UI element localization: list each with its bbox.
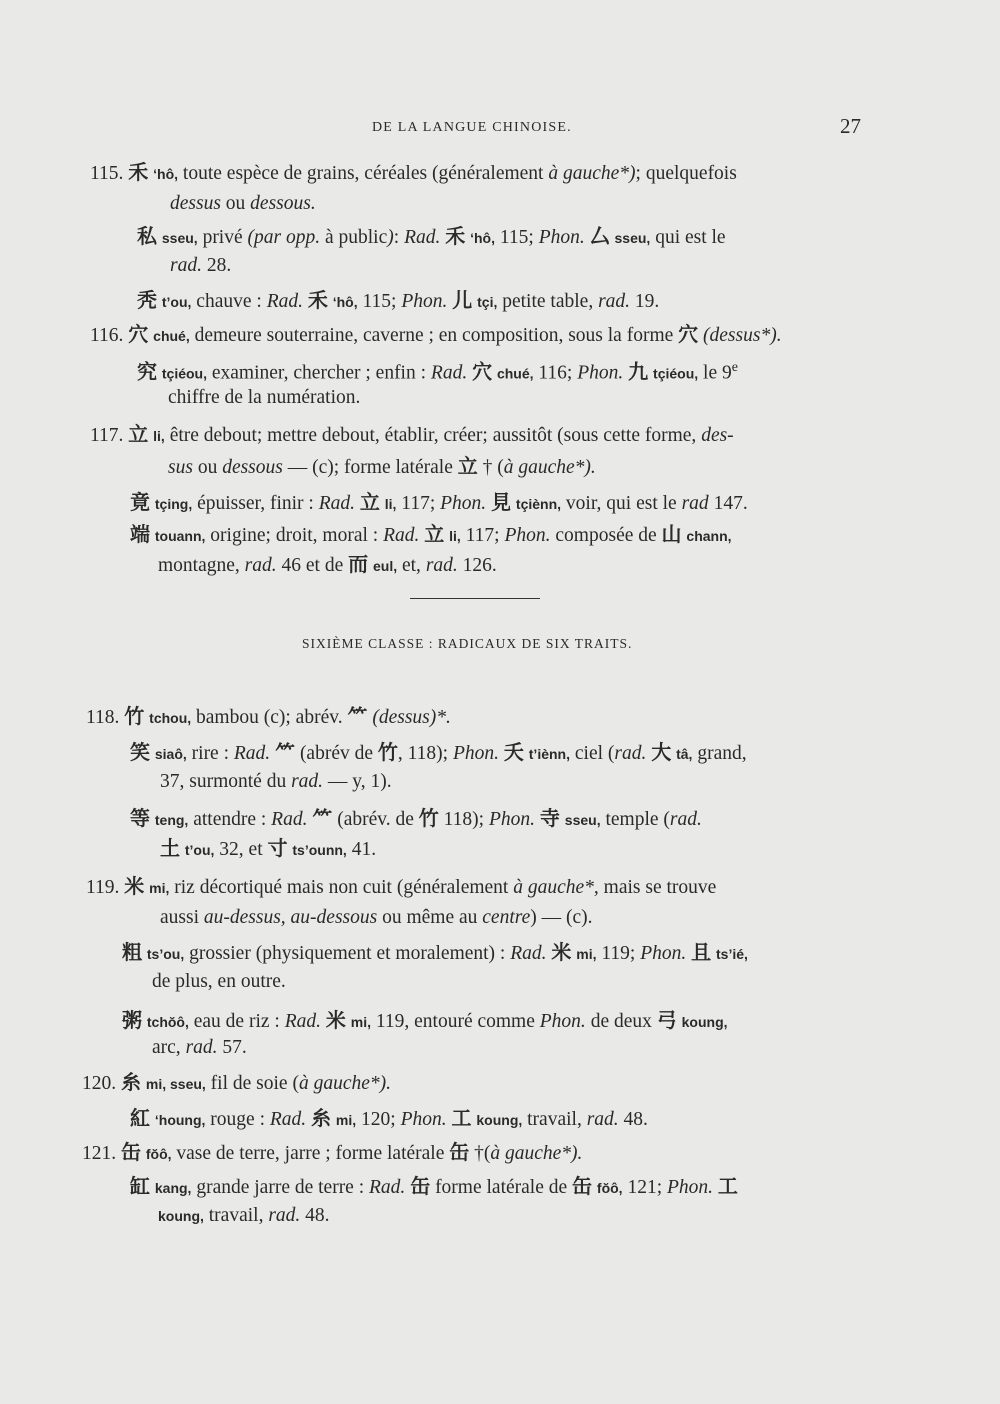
definition-text: riz décortiqué mais non cuit (généralement — [169, 877, 514, 898]
italic-text: rad. — [291, 771, 324, 792]
italic-text: au-dessus, — [203, 907, 286, 928]
chinese-character: 立 — [128, 422, 149, 446]
definition-text: 117; — [460, 525, 505, 546]
italic-text: rad. — [170, 255, 202, 276]
italic-text: Phon. — [400, 1109, 447, 1130]
entry-118-line-1 — [86, 704, 1000, 730]
chinese-character: 缶 — [572, 1174, 593, 1198]
romanization: mi, — [335, 1112, 357, 1128]
definition-text: 116; — [533, 362, 578, 384]
romanization: sseu, — [614, 230, 651, 246]
chinese-character: 寺 — [539, 806, 560, 830]
definition-text: ; quelquefois — [635, 163, 737, 184]
definition-text: de deux — [585, 1011, 657, 1032]
romanization: ‘hô, — [470, 230, 495, 246]
chinese-character: 米 — [124, 874, 145, 898]
italic-text: Phon. — [452, 743, 500, 764]
definition-text: grossier (physiquement et moralement) : — [184, 943, 511, 964]
running-header — [0, 114, 1000, 142]
italic-text: Rad. — [404, 227, 441, 248]
chinese-character: 九 — [628, 359, 649, 384]
definition-text: examiner, chercher ; enfin : — [207, 362, 431, 384]
entry-116-sub-1-cont — [168, 386, 1000, 410]
definition-text: 119, entouré comme — [370, 1011, 540, 1032]
entry-119-sub-1-cont — [152, 970, 1000, 994]
italic-text: Rad. — [430, 362, 468, 384]
entry-119-line-2 — [160, 906, 1000, 930]
italic-text: rad. — [244, 555, 277, 576]
romanization: ts’ounn, — [292, 842, 347, 858]
chinese-character: 米 — [325, 1008, 346, 1032]
entry-116-line-1 — [90, 322, 1000, 348]
page-number: 27 — [840, 114, 861, 138]
italic-text: Rad. — [369, 1177, 406, 1198]
romanization: sseu, — [564, 812, 601, 828]
romanization: eul, — [372, 558, 398, 574]
chinese-character: 禾 — [445, 224, 466, 248]
chinese-character: 立 — [457, 454, 478, 478]
definition-text: 126. — [457, 555, 497, 576]
italic-text: Phon. — [538, 227, 585, 248]
definition-text: 41. — [346, 839, 377, 860]
entry-117-sub-2 — [130, 522, 1000, 548]
entry-119-sub-2 — [122, 1008, 1000, 1034]
entry-118-sub-1-cont — [160, 770, 1000, 794]
definition-text: origine; droit, moral : — [205, 525, 384, 546]
romanization: tçiènn, — [515, 496, 562, 512]
chinese-character: 等 — [130, 806, 150, 830]
chinese-character: 山 — [661, 522, 682, 546]
definition-text: 117; — [396, 493, 441, 514]
italic-text: ) — [387, 227, 394, 248]
italic-text: Rad. — [318, 493, 355, 514]
entry-115-sub-1-cont — [170, 254, 1000, 278]
entry-number: 118. — [86, 707, 120, 728]
definition-text: grand, — [692, 743, 747, 764]
chinese-character: 工 — [717, 1174, 738, 1198]
italic-text: à gauche*, — [513, 877, 599, 898]
definition-text: rouge : — [205, 1109, 270, 1130]
definition-text: temple ( — [600, 809, 670, 830]
definition-text: 32, et — [214, 839, 268, 860]
italic-text: Rad. — [284, 1011, 321, 1032]
entry-118-sub-2-cont — [160, 836, 1000, 862]
chinese-character: 厶 — [589, 224, 610, 248]
definition-text: grande jarre de terre : — [191, 1177, 370, 1198]
definition-text: à public — [320, 227, 388, 248]
definition-text: (abrév. de — [332, 809, 419, 830]
italic-text: rad. — [598, 291, 631, 312]
chinese-character: 究 — [137, 359, 157, 384]
chinese-character: 端 — [130, 522, 150, 546]
entry-119-sub-1 — [122, 940, 1000, 966]
definition-text: vase de terre, jarre ; forme latérale — [171, 1143, 450, 1164]
entry-117-sub-1 — [130, 490, 1000, 516]
entry-121-sub-1 — [130, 1174, 1000, 1200]
italic-text: Phon. — [401, 291, 448, 312]
running-title: DE LA LANGUE CHINOISE. — [372, 120, 572, 135]
chinese-character: 缶 — [121, 1140, 141, 1164]
italic-text: à gauche*) — [548, 163, 636, 184]
definition-text: 28. — [201, 255, 232, 276]
definition-text: 119; — [596, 943, 641, 964]
chinese-character: 穴 — [128, 322, 149, 346]
definition-text: ou même au — [377, 907, 483, 928]
italic-text: dessous. — [250, 193, 316, 214]
romanization: kang, — [154, 1180, 192, 1196]
entry-115-sub-1 — [137, 224, 1000, 250]
chinese-character: 糸 — [121, 1070, 141, 1094]
italic-text: sus — [168, 457, 193, 478]
romanization: mi, — [350, 1014, 371, 1030]
entry-118-sub-1 — [130, 740, 1000, 766]
chinese-character: 竹 — [377, 740, 398, 764]
definition-text: †( — [469, 1143, 491, 1164]
definition-text: attendre : — [188, 809, 272, 830]
italic-text: Phon. — [440, 493, 487, 514]
definition-text: chiffre de la numération. — [168, 387, 361, 408]
italic-text: Phon. — [640, 943, 687, 964]
chinese-character: 穴 — [472, 359, 493, 384]
italic-text: Phon. — [488, 809, 536, 830]
romanization: fŏô, — [145, 1146, 172, 1162]
italic-text: rad — [681, 493, 709, 514]
entry-120-line-1 — [82, 1070, 1000, 1096]
italic-text: dessus — [170, 193, 221, 214]
italic-text: Rad. — [510, 943, 547, 964]
italic-text: (par opp. — [247, 227, 321, 248]
definition-text: (abrév de — [295, 743, 378, 764]
chinese-character: ⺮ — [275, 740, 296, 764]
definition-text: être debout; mettre debout, établir, créer; aussitôt (sous cette forme, — [164, 425, 702, 446]
italic-text: rad. — [669, 809, 702, 830]
romanization: mi, sseu, — [145, 1076, 206, 1092]
definition-text: 115; — [495, 227, 539, 248]
definition-text: : — [393, 227, 405, 248]
definition-text: de plus, en outre. — [152, 971, 286, 992]
section-divider — [410, 598, 540, 599]
definition-text: — y, 1). — [323, 771, 392, 792]
entry-120-sub-1 — [130, 1106, 1000, 1132]
italic-text: rad. — [268, 1205, 301, 1226]
definition-text: le 9 — [698, 362, 732, 384]
definition-text: 48. — [618, 1109, 648, 1130]
romanization: tçi, — [477, 294, 498, 310]
chinese-character: 禾 — [307, 288, 328, 312]
definition-text: 120; — [356, 1109, 401, 1130]
romanization: tâ, — [676, 746, 693, 762]
definition-text: — (c); forme latérale — [282, 457, 458, 478]
romanization: tchou, — [149, 710, 192, 726]
definition-text: arc, — [152, 1037, 186, 1058]
chinese-character: 紅 — [130, 1106, 150, 1130]
definition-text: fil de soie ( — [205, 1073, 299, 1094]
entry-115-line-2 — [170, 192, 1000, 216]
romanization: sseu, — [161, 230, 198, 246]
definition-text: 48. — [300, 1205, 330, 1226]
romanization: teng, — [154, 812, 189, 828]
romanization: li, — [449, 528, 461, 544]
definition-text: travail, — [203, 1205, 269, 1226]
entry-121-line-1 — [82, 1140, 1000, 1166]
chinese-character: 禾 — [128, 160, 149, 184]
definition-text: bambou (c); abrév. — [191, 707, 348, 728]
chinese-character: 見 — [491, 490, 512, 514]
romanization: fŏô, — [596, 1180, 623, 1196]
italic-text: rad. — [425, 555, 458, 576]
chinese-character: ⺮ — [312, 806, 333, 830]
definition-text: forme latérale de — [430, 1177, 573, 1198]
entry-117-line-1 — [90, 422, 1000, 448]
romanization: t’ou, — [161, 294, 192, 310]
romanization: ‘hô, — [153, 166, 179, 182]
italic-text: Phon. — [577, 362, 624, 384]
chinese-character: 穴 — [678, 322, 699, 346]
romanization: siaô, — [154, 746, 187, 762]
entry-number: 121. — [82, 1143, 117, 1164]
romanization: tchŏô, — [146, 1014, 189, 1030]
romanization: chann, — [686, 528, 732, 544]
definition-text: aussi — [160, 907, 204, 928]
chinese-character: 儿 — [452, 288, 473, 312]
definition-text: ) — (c). — [530, 907, 593, 928]
romanization: li, — [384, 496, 397, 512]
entry-number: 117. — [90, 425, 124, 446]
definition-text: ciel ( — [570, 743, 615, 764]
italic-text: rad. — [185, 1037, 218, 1058]
italic-text: Phon. — [539, 1011, 586, 1032]
entry-118-sub-2 — [130, 806, 1000, 832]
italic-text: à gauche*). — [490, 1143, 583, 1164]
section-title: SIXIÈME CLASSE : RADICAUX DE SIX TRAITS. — [302, 636, 633, 651]
definition-text: † ( — [477, 457, 504, 478]
definition-text: ou — [220, 193, 251, 214]
romanization: koung, — [476, 1112, 523, 1128]
romanization: ‘hô, — [332, 294, 358, 310]
chinese-character: 寸 — [267, 836, 288, 860]
italic-text: dessous — [222, 457, 283, 478]
definition-text: travail, — [522, 1109, 587, 1130]
definition-text: 37, surmonté du — [160, 771, 292, 792]
superscript: e — [731, 360, 738, 375]
romanization: koung, — [158, 1208, 204, 1224]
chinese-character: 私 — [137, 224, 157, 248]
romanization: tçiéou, — [161, 365, 207, 382]
definition-text: demeure souterraine, caverne ; en composition, sous la forme — [189, 325, 679, 346]
definition-text: 147. — [708, 493, 748, 514]
chinese-character: 且 — [691, 940, 712, 964]
chinese-character: 米 — [551, 940, 572, 964]
definition-text: qui est le — [650, 227, 726, 248]
definition-text: composée de — [550, 525, 662, 546]
definition-text: petite table, — [497, 291, 599, 312]
italic-text: Phon. — [666, 1177, 714, 1198]
definition-text: et, — [397, 555, 426, 576]
italic-text: Rad. — [266, 291, 303, 312]
definition-text: 19. — [630, 291, 660, 312]
italic-text: à gauche*). — [503, 457, 596, 478]
definition-text: montagne, — [158, 555, 245, 576]
italic-text: rad. — [614, 743, 647, 764]
chinese-character: 笑 — [130, 740, 150, 764]
entry-number: 115. — [90, 163, 124, 184]
italic-text: (dessus)*. — [367, 707, 451, 728]
definition-text: , 118); — [397, 743, 453, 764]
italic-text: rad. — [586, 1109, 619, 1130]
chinese-character: 粥 — [122, 1008, 142, 1032]
entry-number: 119. — [86, 877, 120, 898]
romanization: chué, — [496, 365, 534, 382]
chinese-character: 大 — [651, 740, 672, 764]
definition-text: toute espèce de grains, céréales (généralement — [178, 163, 549, 184]
entry-number: 116. — [90, 325, 124, 346]
entry-number: 120. — [82, 1073, 117, 1094]
italic-text: (dessus*). — [703, 325, 782, 346]
definition-text: 118); — [438, 809, 489, 830]
romanization: chué, — [153, 328, 190, 344]
chinese-character: 立 — [424, 522, 445, 546]
romanization: touann, — [154, 528, 206, 544]
italic-text: Rad. — [383, 525, 420, 546]
chinese-character: 竹 — [124, 704, 145, 728]
definition-text: voir, qui est le — [561, 493, 682, 514]
chinese-character: 缶 — [410, 1174, 431, 1198]
romanization: ‘houng, — [154, 1112, 206, 1128]
chinese-character: 缸 — [130, 1174, 150, 1198]
italic-text: au-dessous — [290, 907, 378, 928]
definition-text: eau de riz : — [188, 1011, 285, 1032]
chinese-character: 竹 — [418, 806, 439, 830]
italic-text: Rad. — [271, 809, 308, 830]
definition-text: chauve : — [191, 291, 267, 312]
entry-119-line-1 — [86, 874, 1000, 900]
entry-117-line-2 — [168, 454, 1000, 480]
romanization: koung, — [681, 1014, 728, 1030]
chinese-character: 秃 — [137, 288, 157, 312]
romanization: tçiéou, — [653, 365, 699, 382]
entry-116-sub-1 — [137, 356, 1000, 386]
definition-text: ou — [192, 457, 223, 478]
italic-text: centre — [482, 907, 531, 928]
chinese-character: 土 — [160, 836, 180, 860]
romanization: tçing, — [154, 496, 193, 512]
definition-text: mais se trouve — [598, 877, 717, 898]
chinese-character: 立 — [359, 490, 380, 514]
definition-text: épuisser, finir : — [192, 493, 319, 514]
entry-115-line-1 — [90, 160, 1000, 186]
italic-text: Rad. — [269, 1109, 307, 1130]
romanization: t’ou, — [184, 842, 215, 858]
romanization: li, — [153, 428, 165, 444]
romanization: mi, — [576, 946, 597, 962]
definition-text: privé — [197, 227, 248, 248]
chinese-character: 粗 — [122, 940, 142, 964]
italic-text: Rad. — [233, 743, 271, 764]
chinese-character: 工 — [451, 1106, 472, 1130]
entry-121-sub-1-cont — [158, 1204, 1000, 1228]
italic-text: Phon. — [504, 525, 551, 546]
definition-text: 115; — [357, 291, 402, 312]
romanization: ts’ié, — [716, 946, 748, 962]
definition-text: 121; — [622, 1177, 667, 1198]
chinese-character: 缶 — [449, 1140, 470, 1164]
chinese-character: 糸 — [311, 1106, 332, 1130]
chinese-character: 竟 — [130, 490, 150, 514]
chinese-character: 而 — [348, 552, 369, 576]
chinese-character: ⺮ — [347, 704, 368, 728]
entry-117-sub-2-cont — [158, 552, 1000, 578]
romanization: mi, — [149, 880, 170, 896]
definition-text: 46 et de — [276, 555, 349, 576]
chinese-character: 夭 — [503, 740, 524, 764]
italic-text: des- — [701, 425, 734, 446]
chinese-character: 弓 — [656, 1008, 677, 1032]
romanization: ts’ou, — [146, 946, 185, 962]
entry-119-sub-2-cont — [152, 1036, 1000, 1060]
definition-text: 57. — [217, 1037, 247, 1058]
romanization: t’iènn, — [528, 746, 570, 762]
definition-text: rire : — [186, 743, 234, 764]
italic-text: à gauche*). — [298, 1073, 391, 1094]
entry-115-sub-2 — [137, 288, 1000, 314]
